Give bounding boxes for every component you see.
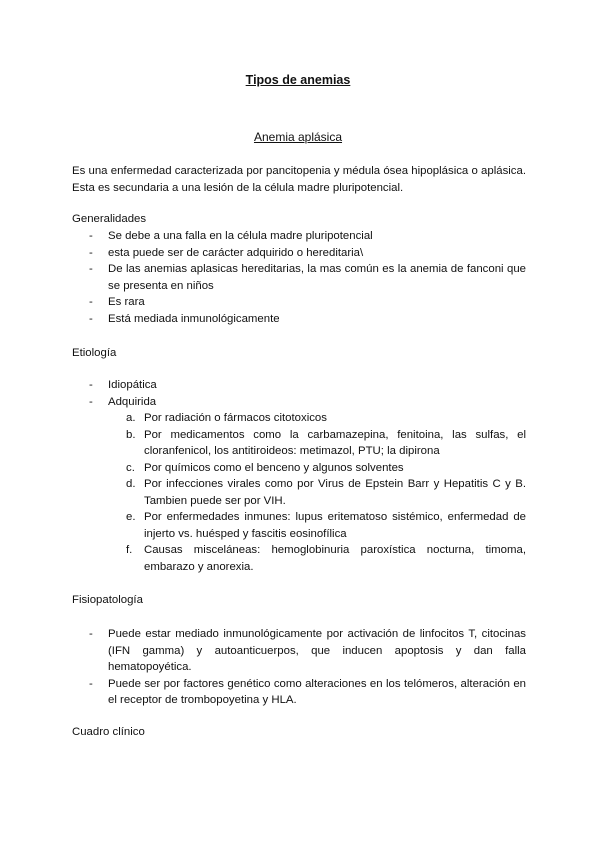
sublist-item: d. Por infecciones virales como por Virus de Epstein Barr y Hepatitis C y B. Tambien puede ser por VIH. — [126, 478, 526, 507]
heading-generalidades: Generalidades — [72, 213, 147, 225]
heading-etiologia: Etiología — [72, 347, 117, 359]
list-item: - Idiopática — [72, 377, 526, 394]
list-item: - Puede ser por factores genético como alteraciones en los telómeros, alteración en el receptor de trombopoyetina y HLA. — [89, 677, 526, 706]
intro-paragraph: Es una enfermedad caracterizada por pancitopenia y médula ósea hipoplásica o aplásica. Esta es secundaria a una lesión de la célula madre pluripotencial. — [72, 165, 526, 194]
sublist-item: e. Por enfermedades inmunes: lupus eritematoso sistémico, enfermedad de injerto vs. huésped y fascitis eosinofílica — [126, 511, 526, 540]
document-title: Tipos de anemias — [245, 73, 351, 87]
list-item: - Está mediada inmunológicamente — [72, 311, 526, 328]
list-item: - Adquirida a. Por radiación o fármacos citotoxicos b. Por medicamentos como la carbamazepina, fenitoina, las sulfas, el cloranfenicol, los antitiroideos: metimazol, PTU; la dipirona c. Por químicos como el benceno y algunos solventes d. Por infecciones virales como por Virus de Epstein Barr y Hepatitis C y B. Tambien puede ser por VIH. e. Por enfermedades inmunes: lupus eritematoso sistémico, enfermedad de injerto vs. huésped y fascitis eosinofílica f. Causas misceláneas: hemoglobinuria paroxística nocturna, timoma, embarazo y anorexia. — [72, 394, 526, 576]
sublist-item: c. Por químicos como el benceno y algunos solventes — [126, 461, 404, 474]
sublist-item: a. Por radiación o fármacos citotoxicos — [126, 412, 327, 424]
bullet: - — [89, 379, 93, 391]
bullet: - — [89, 263, 93, 275]
bullet: - — [89, 395, 93, 408]
generalidades-list — [72, 228, 526, 327]
bullet: - — [89, 628, 93, 640]
list-item: - Se debe a una falla en la célula madre pluripotencial — [72, 228, 526, 245]
bullet: - — [89, 296, 93, 308]
bullet: - — [89, 230, 93, 242]
list-item: - esta puede ser de carácter adquirido o hereditaria\ — [72, 245, 526, 262]
bullet: - — [89, 312, 93, 325]
sublist-item: b. Por medicamentos como la carbamazepina, fenitoina, las sulfas, el cloranfenicol, los antitiroideos: metimazol, PTU; la dipirona — [126, 428, 526, 457]
etiologia-sublist — [108, 410, 526, 575]
heading-cuadro-clinico: Cuadro clínico — [72, 726, 145, 738]
list-item: - Es rara — [72, 294, 526, 311]
sublist-item: f. Causas misceláneas: hemoglobinuria paroxística nocturna, timoma, embarazo y anorexia. — [126, 544, 526, 573]
heading-fisiopatologia: Fisiopatología — [72, 594, 143, 606]
section-title: Anemia aplásica — [253, 130, 343, 144]
list-item: - Puede estar mediado inmunológicamente por activación de linfocitos T, citocinas (IFN gamma) y autoanticuerpos, que inducen apoptosis y dan falla hematopoyética. — [89, 628, 526, 673]
bullet: - — [89, 677, 93, 690]
bullet: - — [89, 246, 93, 259]
etiologia-list — [72, 377, 526, 575]
list-item: - De las anemias aplasicas hereditarias, la mas común es la anemia de fanconi que se presenta en niños — [89, 263, 526, 292]
fisiopatologia-list — [72, 626, 526, 709]
